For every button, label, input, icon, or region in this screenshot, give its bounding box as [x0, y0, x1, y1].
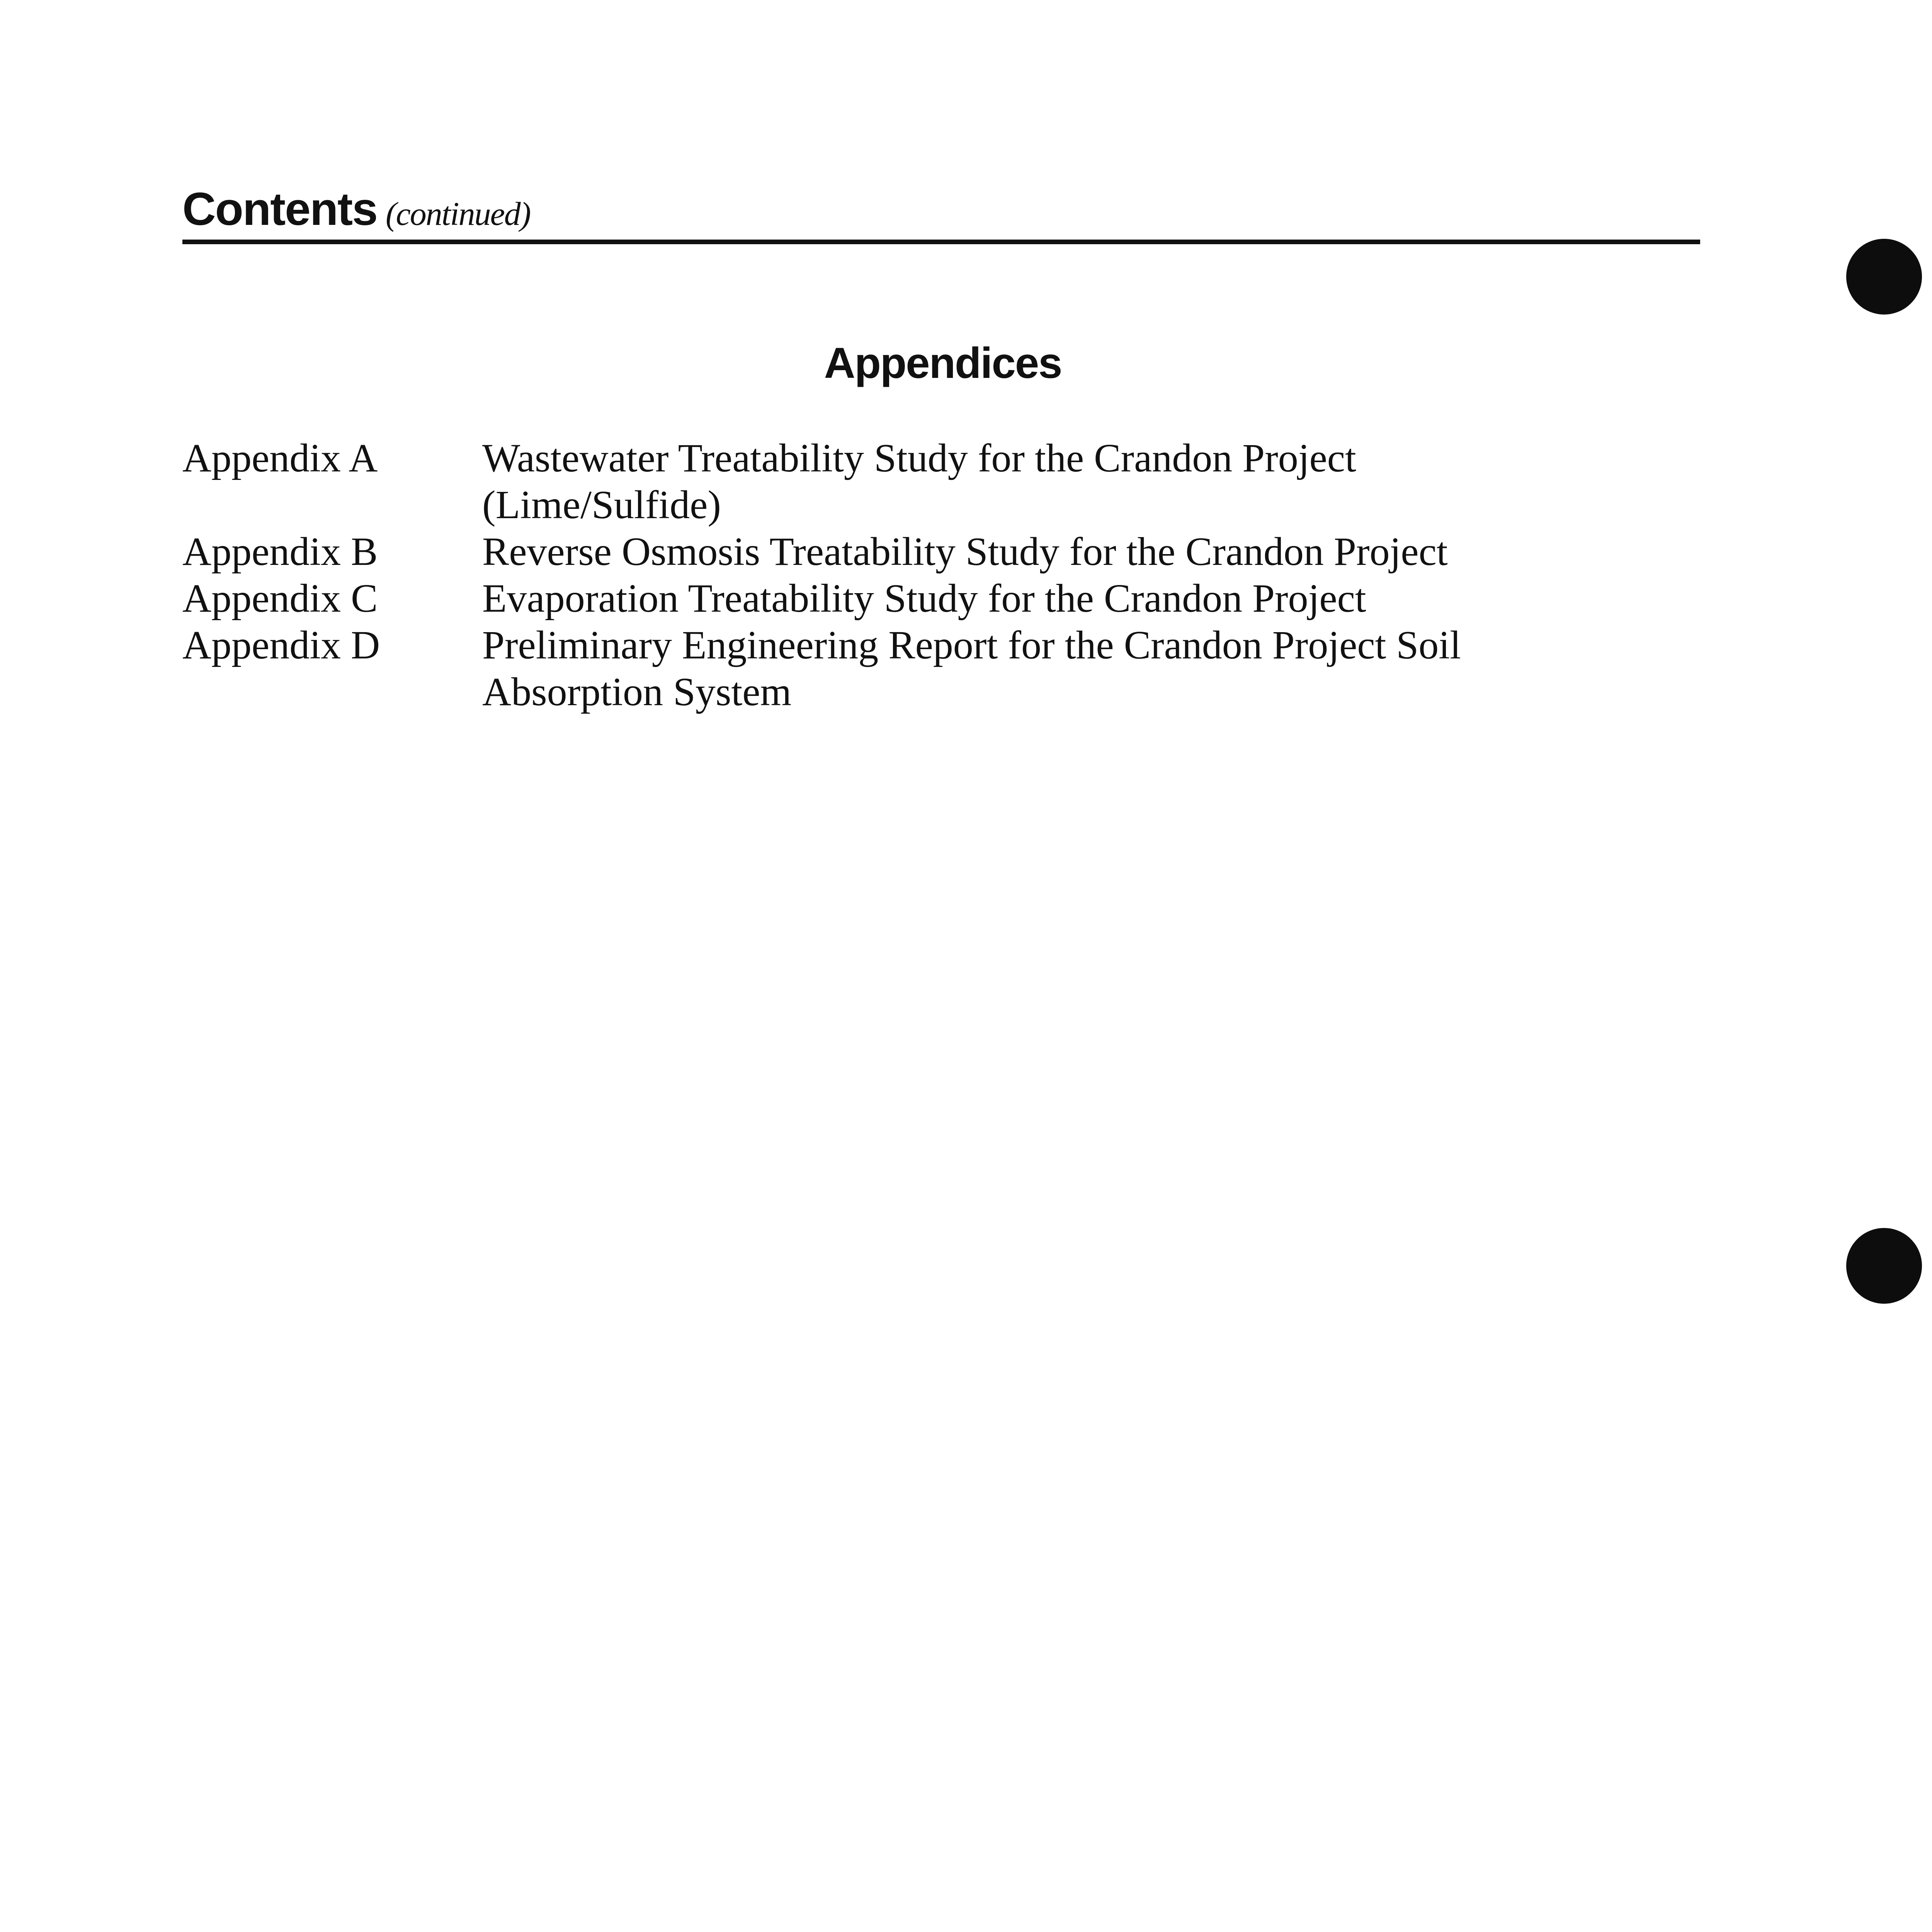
appendix-label: Appendix D: [182, 623, 380, 667]
header-title-line: [182, 182, 530, 236]
appendix-label: Appendix C: [182, 576, 378, 621]
section-title: Appendices: [824, 339, 1062, 387]
appendix-description: Preliminary Engineering Report for the Crandon Project Soil Absorption System: [482, 623, 1461, 714]
binder-hole-icon: [1846, 239, 1922, 315]
appendix-item: [182, 435, 1689, 528]
page-header: [182, 182, 1700, 244]
appendix-description: Wastewater Treatability Study for the Crandon Project (Lime/Sulfide): [482, 436, 1356, 527]
appendix-list: [182, 435, 1689, 715]
appendix-label: Appendix A: [182, 436, 378, 480]
appendix-label: Appendix B: [182, 529, 378, 574]
binder-hole-icon: [1846, 1228, 1922, 1304]
appendix-item: [182, 575, 1689, 622]
appendix-item: [182, 528, 1689, 575]
page-subtitle: (continued): [385, 195, 531, 232]
appendix-item: [182, 622, 1689, 715]
appendix-description: Reverse Osmosis Treatability Study for the Crandon Project: [482, 529, 1448, 574]
page-title: Contents: [182, 183, 377, 235]
appendix-description: Evaporation Treatability Study for the Crandon Project: [482, 576, 1366, 621]
